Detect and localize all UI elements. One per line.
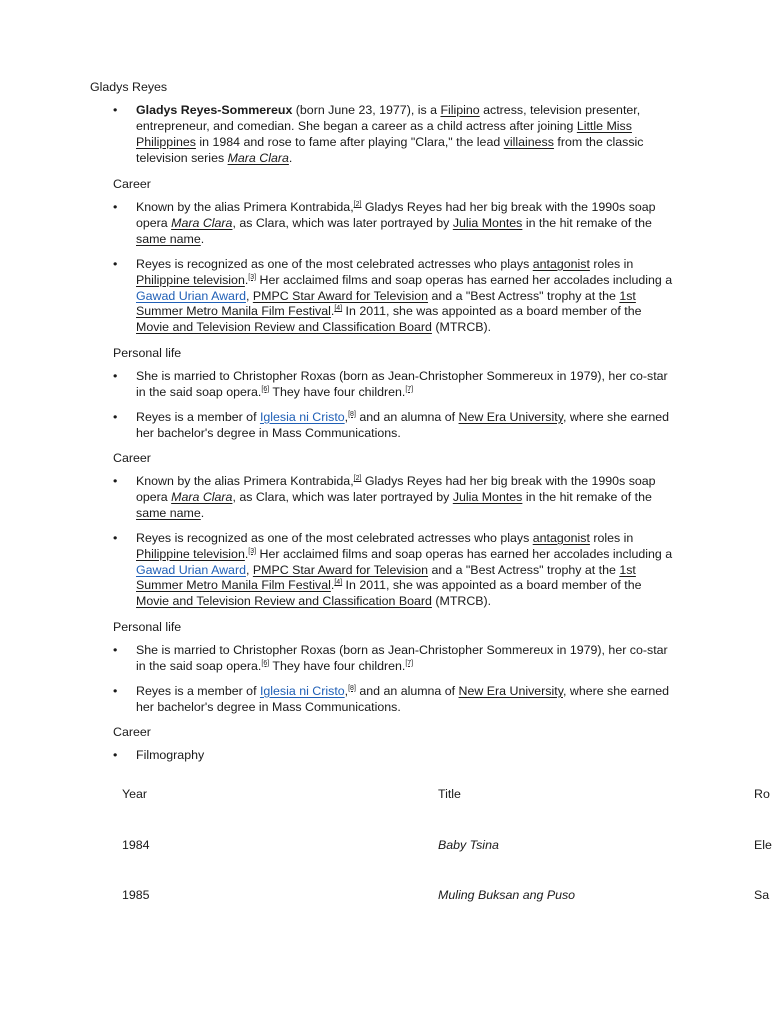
text: , where she earned her bachelor's degree in Mass Communications. (136, 409, 670, 440)
text: and an alumna of (355, 409, 459, 424)
text: Reyes is a member of (136, 683, 260, 698)
text: . (200, 505, 205, 520)
citation-link[interactable]: [8] (348, 684, 356, 692)
text: from the classic television series (136, 134, 644, 165)
link-text: Mara Clara (171, 489, 233, 504)
text: actress, television presenter, entrepreneur, and comedian. She began a career as a child actress after joining (136, 103, 641, 133)
citation-link[interactable]: [6] (261, 659, 270, 667)
bullet: • (113, 103, 118, 117)
section-heading-personal-life: Personal life (113, 346, 182, 360)
citation-link[interactable]: [2] (353, 475, 362, 482)
bullet: • (113, 474, 118, 488)
text: In 2011, she was appointed as a board member of the (342, 578, 642, 593)
link-mara-clara[interactable] (171, 216, 232, 230)
personal-list (113, 369, 678, 442)
bullet: • (113, 369, 118, 383)
career-list (113, 474, 678, 610)
list-item (113, 410, 678, 442)
link-text: Mara Clara (171, 215, 233, 230)
list-item (113, 748, 678, 764)
link-mtrcb[interactable]: Movie and Television Review and Classification Board (136, 320, 432, 335)
list-item (113, 257, 678, 337)
page-title: Gladys Reyes (90, 80, 168, 94)
link-gawad-urian-award[interactable]: Gawad Urian Award (136, 562, 246, 577)
link-new-era-university[interactable]: New Era University (458, 409, 563, 424)
citation[interactable] (248, 274, 256, 281)
table-cell: Sa (754, 888, 770, 902)
filmography-list (113, 748, 678, 764)
text: They have four children. (269, 384, 406, 399)
citation-link[interactable]: [4] (334, 305, 343, 313)
text: In 2011, she was appointed as a board member of the (342, 304, 642, 319)
table-cell: 1985 (122, 888, 150, 902)
filmography-label: Filmography (136, 748, 205, 762)
text: and a "Best Actress" trophy at the (428, 562, 620, 577)
text: Gladys Reyes had her big break with the 1990s soap opera (136, 200, 656, 230)
citation-link[interactable]: [2] (353, 201, 362, 208)
link-new-era-university[interactable]: New Era University (458, 683, 563, 698)
personal-list (113, 643, 678, 716)
citation[interactable] (261, 660, 269, 667)
list-item (113, 103, 678, 167)
citation[interactable] (405, 386, 413, 393)
text: , where she earned her bachelor's degree in Mass Communications. (136, 683, 670, 714)
citation-link[interactable]: [7] (405, 385, 414, 393)
bullet: • (113, 748, 118, 762)
table-cell: 1984 (122, 838, 150, 852)
section-heading-career: Career (113, 725, 151, 739)
bullet: • (113, 409, 118, 424)
link-gawad-urian-award[interactable]: Gawad Urian Award (136, 288, 246, 303)
bullet: • (113, 683, 118, 698)
text: Gladys Reyes had her big break with the 1990s soap opera (136, 474, 656, 504)
intro-list (113, 103, 678, 167)
text: , (245, 288, 253, 303)
text: . (330, 304, 335, 319)
table-cell-title: Muling Buksan ang Puso (438, 888, 576, 902)
text: (MTRCB). (431, 594, 492, 609)
citation-link[interactable]: [6] (261, 385, 270, 393)
bullet: • (113, 256, 118, 271)
link-filipino[interactable]: Filipino (440, 103, 480, 117)
table-cell: Ele (754, 838, 772, 852)
citation[interactable] (348, 685, 356, 692)
link-text: Mara Clara (227, 150, 289, 165)
link-summer-mmff[interactable]: 1st Summer Metro Manila Film Festival (136, 288, 636, 319)
link-iglesia-ni-cristo[interactable]: Iglesia ni Cristo (259, 409, 345, 424)
text: , (245, 562, 253, 577)
table-row (0, 887, 768, 903)
table-header-cell: Year (122, 787, 148, 801)
link-same-name[interactable]: same name (136, 231, 201, 246)
text: roles in (589, 256, 634, 271)
link-summer-mmff[interactable]: 1st Summer Metro Manila Film Festival (136, 562, 636, 593)
text: , (344, 409, 349, 424)
text: , (344, 683, 349, 698)
link-same-name[interactable]: same name (136, 505, 201, 520)
link-pmpc-star-award[interactable]: PMPC Star Award for Television (252, 562, 429, 577)
text: . (288, 150, 293, 165)
table-header-row (0, 786, 768, 802)
text: She is married to Christopher Roxas (born as Jean-Christopher Sommereux in 1979), her co-star in the said soap opera. (136, 369, 668, 399)
link-philippine-television[interactable]: Philippine television (136, 546, 245, 561)
table-cell (438, 887, 575, 903)
text: Reyes is a member of (136, 409, 260, 424)
section-heading-career: Career (113, 177, 151, 191)
text: and a "Best Actress" trophy at the (428, 288, 620, 303)
table-header-cell: Title (438, 787, 461, 801)
bullet: • (113, 530, 118, 545)
citation-link[interactable]: [7] (405, 659, 414, 667)
text: . (200, 231, 205, 246)
citation[interactable] (348, 411, 356, 418)
section-heading-career: Career (113, 451, 151, 465)
citation-link[interactable]: [3] (248, 547, 257, 555)
link-villainess[interactable]: villainess (503, 134, 554, 149)
text: Her acclaimed films and soap operas has earned her accolades including a (256, 546, 673, 561)
text: They have four children. (269, 658, 406, 673)
text: roles in (589, 530, 634, 545)
table-header-cell: Ro (754, 787, 770, 801)
citation[interactable] (405, 660, 413, 667)
text: Her acclaimed films and soap operas has earned her accolades including a (256, 272, 673, 287)
link-pmpc-star-award[interactable]: PMPC Star Award for Television (252, 288, 429, 303)
text: in 1984 and rose to fame after playing "Clara," the lead (195, 134, 504, 149)
text: in the hit remake of the (522, 215, 652, 230)
text: . (330, 578, 335, 593)
citation[interactable] (334, 579, 342, 586)
text: , as Clara, which was later portrayed by (232, 215, 453, 230)
text: , as Clara, which was later portrayed by (232, 489, 453, 504)
bullet: • (113, 200, 118, 214)
link-julia-montes[interactable]: Julia Montes (452, 489, 523, 504)
list-item (113, 643, 678, 675)
citation[interactable] (334, 305, 342, 312)
citation[interactable] (248, 548, 256, 555)
citation-link[interactable]: [3] (248, 273, 257, 281)
link-little-miss-philippines[interactable]: Little Miss Philippines (136, 118, 632, 149)
text: (MTRCB). (431, 320, 492, 335)
citation[interactable] (261, 386, 269, 393)
link-antagonist[interactable]: antagonist (532, 256, 590, 271)
citation-link[interactable]: [4] (334, 579, 343, 587)
career-list (113, 200, 678, 336)
link-mara-clara[interactable] (228, 151, 289, 165)
table-row (0, 837, 772, 853)
list-item (113, 684, 678, 716)
citation-link[interactable]: [8] (348, 410, 356, 418)
link-mara-clara[interactable] (171, 490, 232, 504)
table-cell (438, 837, 499, 853)
text: (born June 23, 1977), is a (292, 103, 441, 117)
list-item (113, 531, 678, 611)
text: in the hit remake of the (522, 489, 652, 504)
link-iglesia-ni-cristo[interactable]: Iglesia ni Cristo (259, 683, 345, 698)
text: Reyes is recognized as one of the most celebrated actresses who plays (136, 530, 533, 545)
list-item (113, 474, 678, 522)
text: . (244, 546, 249, 561)
text: and an alumna of (355, 683, 459, 698)
text: Known by the alias Primera Kontrabida, (136, 474, 354, 488)
subject-name: Gladys Reyes-Sommereux (136, 103, 293, 117)
link-philippine-television[interactable]: Philippine television (136, 272, 245, 287)
section-heading-personal-life: Personal life (113, 620, 182, 634)
text: Known by the alias Primera Kontrabida, (136, 200, 354, 214)
list-item (113, 369, 678, 401)
link-mtrcb[interactable]: Movie and Television Review and Classification Board (136, 594, 432, 609)
text: . (244, 272, 249, 287)
bullet: • (113, 643, 118, 657)
list-item (113, 200, 678, 248)
table-cell-title: Baby Tsina (438, 838, 499, 852)
link-antagonist[interactable]: antagonist (532, 530, 590, 545)
text: Reyes is recognized as one of the most celebrated actresses who plays (136, 256, 533, 271)
text: She is married to Christopher Roxas (born as Jean-Christopher Sommereux in 1979), her co-star in the said soap opera. (136, 643, 668, 673)
link-julia-montes[interactable]: Julia Montes (452, 215, 523, 230)
